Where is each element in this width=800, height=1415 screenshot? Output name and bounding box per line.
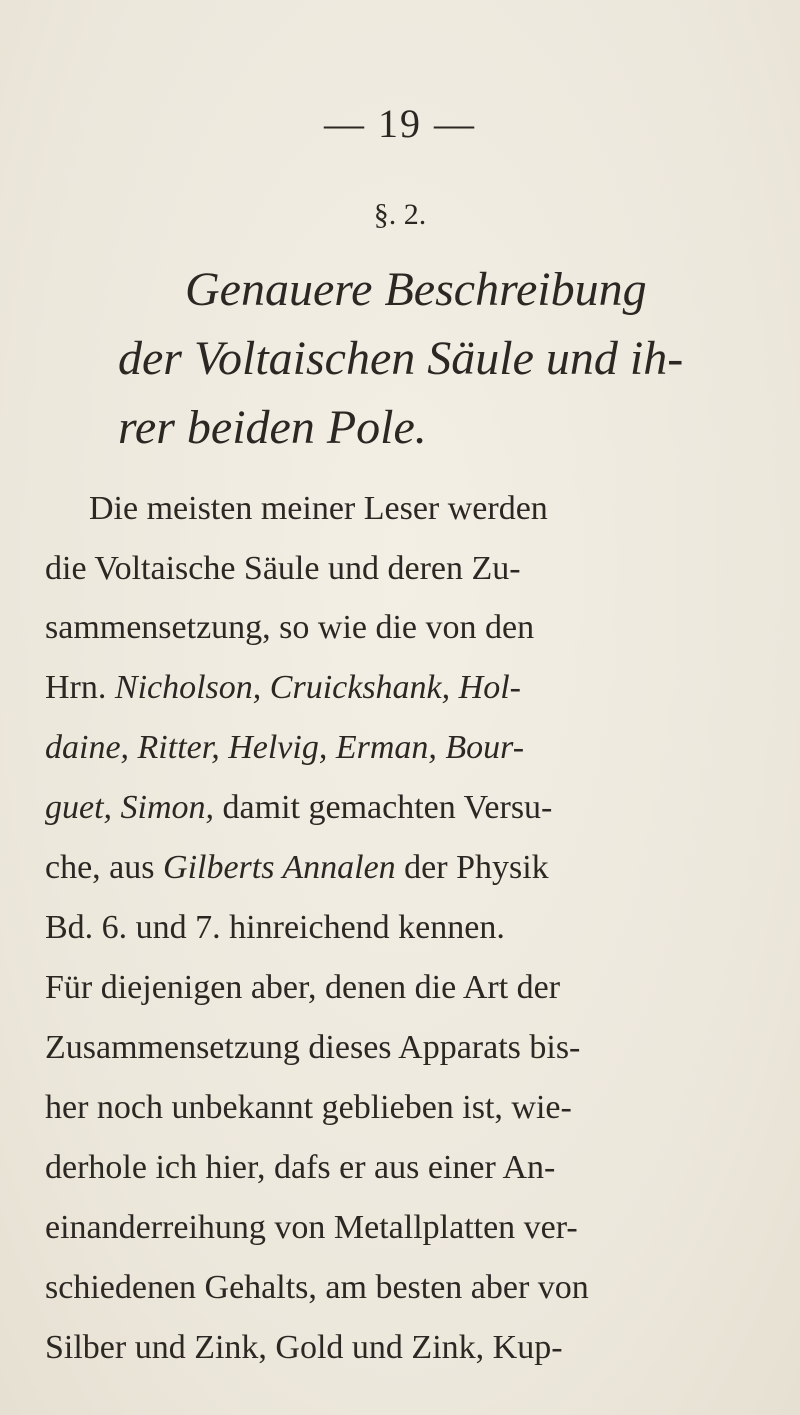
body-line-15: Silber und Zink, Gold und Zink, Kup- bbox=[45, 1329, 563, 1366]
body-line-4-roman: Hrn. bbox=[45, 669, 115, 706]
body-line-5 bbox=[45, 729, 685, 767]
body-line-6 bbox=[45, 789, 685, 827]
body-line-1: Die meisten meiner Leser werden bbox=[89, 490, 548, 527]
body-line-8: Bd. 6. und 7. hinreichend kennen. bbox=[45, 909, 505, 946]
body-line-6-roman: damit gemachten Versu- bbox=[214, 789, 553, 826]
body-line-10: Zusammensetzung dieses Apparats bis- bbox=[45, 1029, 581, 1066]
body-line-3: sammensetzung, so wie die von den bbox=[45, 609, 535, 646]
body-line-4-names: Nicholson, Cruickshank, Hol- bbox=[114, 669, 521, 706]
body-line-7 bbox=[45, 849, 685, 887]
heading-line-2: der Voltaischen Säule und ih- bbox=[118, 332, 684, 385]
section-number: §. 2. bbox=[373, 198, 427, 231]
body-line-14: schiedenen Gehalts, am besten aber von bbox=[45, 1269, 589, 1306]
body-line-4 bbox=[45, 669, 685, 707]
body-line-12: derhole ich hier, dafs er aus einer An- bbox=[45, 1149, 556, 1186]
page-number: — 19 — bbox=[324, 101, 476, 146]
body-line-13: einanderreihung von Metallplatten ver- bbox=[45, 1209, 578, 1246]
body-line-2: die Voltaische Säule und deren Zu- bbox=[45, 550, 521, 587]
body-line-6-names: guet, Simon, bbox=[45, 789, 215, 826]
heading-line-1: Genauere Beschreibung bbox=[185, 263, 647, 316]
body-line-11: her noch unbekannt geblieben ist, wie- bbox=[45, 1089, 572, 1126]
body-line-7-title: Gilberts Annalen bbox=[163, 849, 396, 886]
body-line-7-roman-b: der Physik bbox=[395, 849, 549, 886]
body-line-9: Für diejenigen aber, denen die Art der bbox=[45, 969, 561, 1006]
body-line-5-names: daine, Ritter, Helvig, Erman, Bour- bbox=[45, 729, 525, 766]
body-line-7-roman-a: che, aus bbox=[45, 849, 164, 886]
heading-line-3: rer beiden Pole. bbox=[118, 401, 427, 454]
